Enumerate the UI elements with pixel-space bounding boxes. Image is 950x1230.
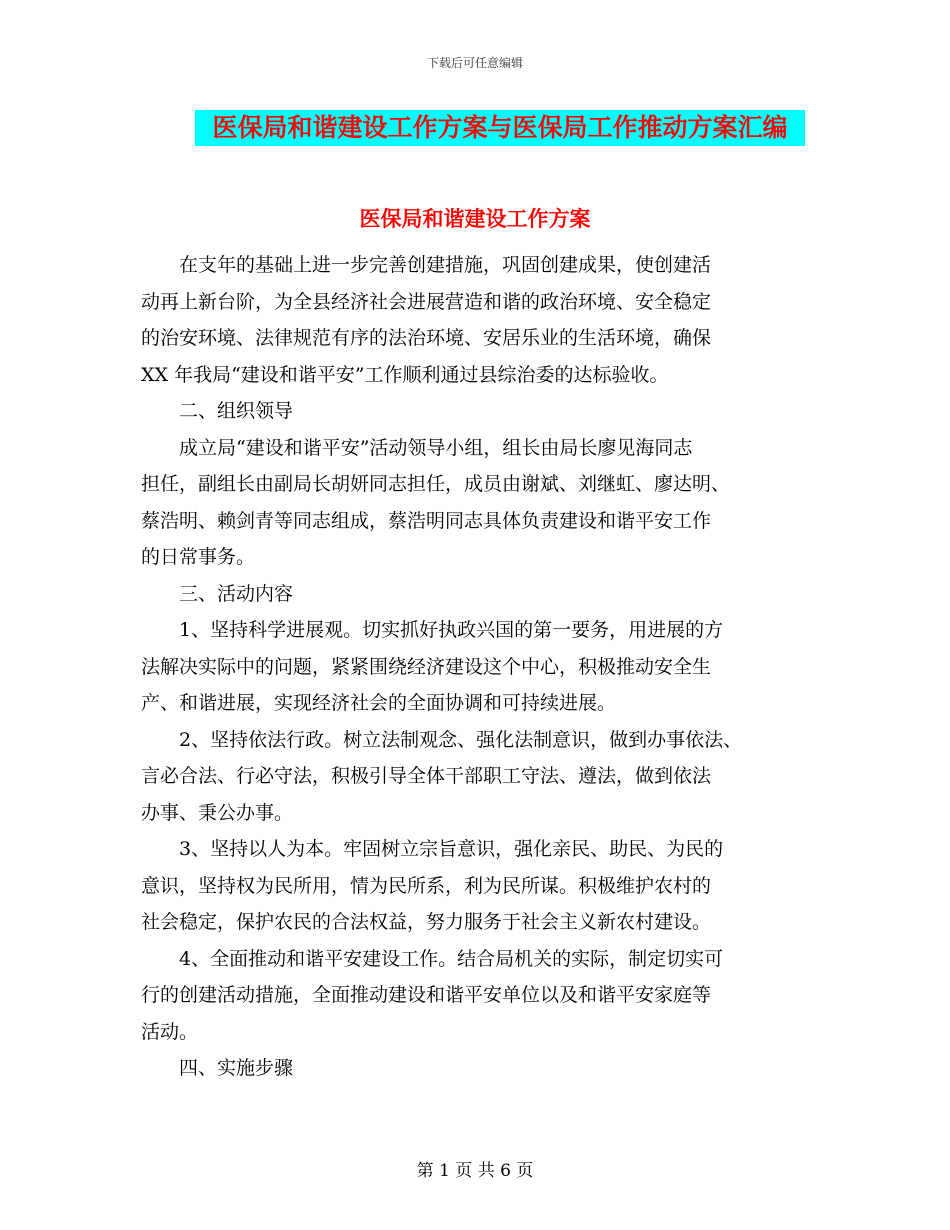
paragraph xyxy=(141,430,816,576)
text-line: 3、坚持以人为本。牢固树立宗旨意识，强化亲民、助民、为民的 xyxy=(179,838,724,860)
text-line: 担任，副组长由副局长胡妍同志担任，成员由谢斌、刘继虹、廖达明、 xyxy=(141,473,731,495)
section-heading xyxy=(141,393,816,430)
paragraph xyxy=(141,722,816,832)
text-line: XX 年我局“建设和谐平安”工作顺利通过县综治委的达标验收。 xyxy=(141,363,669,386)
footer-page-number: 1 xyxy=(439,1161,450,1181)
footer-mid: 页 共 xyxy=(455,1161,495,1181)
page-footer xyxy=(0,1156,950,1181)
text-line: 在支年的基础上进一步完善创建措施，巩固创建成果，使创建活 xyxy=(179,254,712,276)
document-title: 医保局和谐建设工作方案与医保局工作推动方案汇编 xyxy=(212,113,788,142)
text-line: 活动。 xyxy=(141,1020,199,1043)
paragraph xyxy=(141,831,816,941)
text-line: 1、坚持科学进展观。切实抓好执政兴国的第一要务，用进展的方 xyxy=(179,619,724,641)
footer-total-pages: 6 xyxy=(500,1161,511,1181)
paragraph xyxy=(141,247,816,393)
footer-suffix: 页 xyxy=(516,1161,534,1181)
text-line: 产、和谐进展，实现经济社会的全面协调和可持续进展。 xyxy=(141,692,617,714)
text-line: 社会稳定，保护农民的合法权益，努力服务于社会主义新农村建设。 xyxy=(141,911,712,933)
page-header-note: 下载后可任意编辑 xyxy=(426,56,523,70)
section-title: 医保局和谐建设工作方案 xyxy=(359,207,591,231)
text-line: 办事、秉公办事。 xyxy=(141,801,294,824)
paragraph xyxy=(141,612,816,722)
section-heading xyxy=(141,1050,816,1087)
footer-prefix: 第 xyxy=(416,1161,434,1181)
text-line: 蔡浩明、赖剑青等同志组成，蔡浩明同志具体负责建设和谐平安工作 xyxy=(141,509,712,532)
text-line: 成立局“建设和谐平安”活动领导小组，组长由局长廖见海同志 xyxy=(179,436,693,459)
text-line: 2、坚持依法行政。树立法制观念、强化法制意识，做到办事依法、 xyxy=(179,728,743,751)
text-line: 的日常事务。 xyxy=(141,546,256,568)
document-body xyxy=(141,247,816,1087)
text-line: 言必合法、行必守法，积极引导全体干部职工守法、遵法，做到依法 xyxy=(141,765,712,787)
text-line: 4、全面推动和谐平安建设工作。结合局机关的实际，制定切实可 xyxy=(179,947,724,970)
text-line: 的治安环境、法律规范有序的法治环境、安居乐业的生活环境，确保 xyxy=(141,327,712,349)
section-heading xyxy=(141,576,816,613)
text-line: 动再上新台阶，为全县经济社会进展营造和谐的政治环境、安全稳定 xyxy=(141,290,712,313)
text-line: 法解决实际中的问题，紧紧围绕经济建设这个中心，积极推动安全生 xyxy=(141,655,712,678)
document-title-highlight xyxy=(195,110,805,146)
paragraph xyxy=(141,941,816,1051)
text-line: 二、组织领导 xyxy=(179,400,294,422)
text-line: 三、活动内容 xyxy=(179,582,294,605)
text-line: 行的创建活动措施，全面推动建设和谐平安单位以及和谐平安家庭等 xyxy=(141,984,712,1006)
text-line: 意识，坚持权为民所用，情为民所系，利为民所谋。积极维护农村的 xyxy=(141,874,712,897)
text-line: 四、实施步骤 xyxy=(179,1057,294,1079)
